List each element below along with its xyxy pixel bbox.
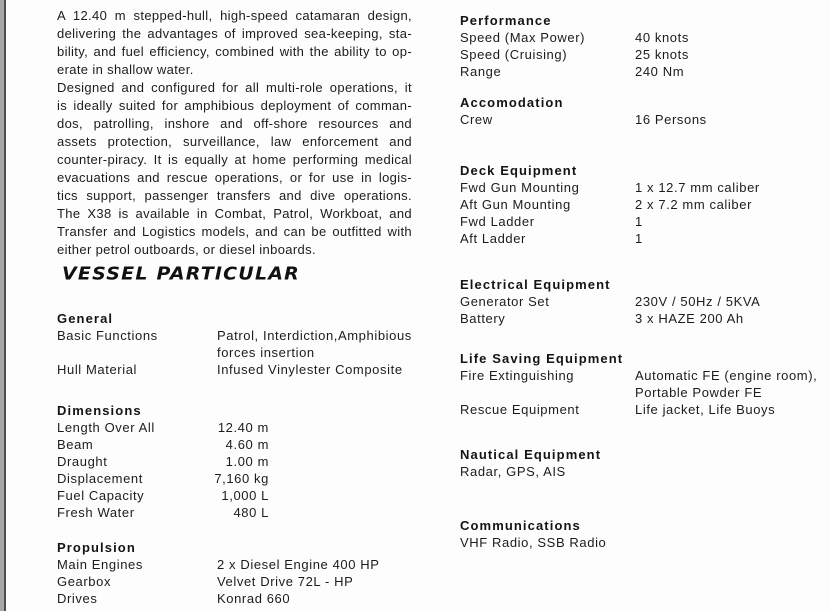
spec-value: 1 — [635, 231, 643, 246]
intro-line: evacuations and rescue operations, or for use in logis- — [57, 170, 412, 185]
spec-label: Range — [460, 64, 502, 79]
spec-label — [57, 344, 217, 361]
section-heading: Accomodation — [460, 95, 564, 110]
spec-value: 12.40 m — [217, 420, 269, 435]
spec-label: Gearbox — [57, 574, 112, 589]
section-heading: Electrical Equipment — [460, 277, 611, 292]
spec-value: forces insertion — [217, 345, 315, 360]
spec-row — [57, 504, 269, 521]
spec-value: 25 knots — [635, 47, 689, 62]
spec-row — [57, 453, 269, 470]
spec-label: Drives — [57, 591, 98, 606]
spec-value: 480 L — [233, 505, 269, 520]
section-electrical-equipment — [460, 276, 760, 327]
spec-label: Generator Set — [460, 294, 550, 309]
spec-row — [57, 470, 269, 487]
spec-value: 1 — [635, 214, 643, 229]
spec-row — [460, 29, 689, 46]
spec-value: 1,000 L — [221, 488, 269, 503]
section-general — [57, 310, 412, 378]
spec-value: 230V / 50Hz / 5KVA — [635, 294, 761, 309]
spec-value: 1.00 m — [225, 454, 269, 469]
spec-label: Fresh Water — [57, 505, 135, 520]
intro-line: tics support, passenger transfers and dive operations. — [57, 188, 412, 203]
spec-row — [460, 63, 689, 80]
section-communications — [460, 517, 635, 551]
spec-row — [57, 344, 412, 361]
spec-label: Hull Material — [57, 362, 138, 377]
section-heading: General — [57, 311, 114, 326]
spec-label: Crew — [460, 112, 493, 127]
spec-value: 16 Persons — [635, 112, 707, 127]
spec-label: Speed (Cruising) — [460, 47, 568, 62]
spec-value: 1 x 12.7 mm caliber — [635, 180, 760, 195]
spec-label — [460, 384, 635, 401]
spec-label: Rescue Equipment — [460, 402, 580, 417]
intro-line: bility, and fuel efficiency, combined with the ability to op- — [57, 44, 412, 59]
spec-value: 4.60 m — [225, 437, 269, 452]
section-heading: Communications — [460, 518, 581, 533]
spec-label: Battery — [460, 311, 506, 326]
intro-line: delivering the advantages of improved sea-keeping, sta- — [57, 26, 412, 41]
spec-row — [460, 367, 817, 384]
spec-label: Speed (Max Power) — [460, 30, 586, 45]
intro-line: either petrol outboards, or diesel inboards. — [57, 242, 316, 257]
spec-label: Fwd Gun Mounting — [460, 180, 580, 195]
spec-label: Displacement — [57, 471, 143, 486]
spec-row — [57, 419, 269, 436]
spec-label: Radar, GPS, AIS — [460, 464, 566, 479]
intro-paragraph — [57, 7, 412, 259]
spec-row — [57, 436, 269, 453]
section-accomodation — [460, 94, 707, 128]
spec-label: Fuel Capacity — [57, 488, 145, 503]
intro-line: A 12.40 m stepped-hull, high-speed catamaran design, — [57, 8, 412, 23]
spec-row — [57, 361, 412, 378]
spec-label: Main Engines — [57, 557, 143, 572]
section-nautical-equipment — [460, 446, 635, 480]
spec-row — [460, 310, 760, 327]
spec-value: Velvet Drive 72L - HP — [217, 574, 354, 589]
section-life-saving-equipment — [460, 350, 817, 418]
spec-row — [57, 556, 380, 573]
intro-line: counter-piracy. It is equally at home performing medical — [57, 152, 412, 167]
section-heading: Life Saving Equipment — [460, 351, 624, 366]
intro-line: erate in shallow water. — [57, 62, 194, 77]
spec-value: Automatic FE (engine room), — [635, 368, 818, 383]
intro-line: Designed and configured for all multi-role operations, it — [57, 80, 412, 95]
spec-value: 2 x Diesel Engine 400 HP — [217, 557, 380, 572]
spec-row — [57, 573, 380, 590]
spec-row — [460, 293, 760, 310]
spec-row — [460, 111, 707, 128]
section-deck-equipment — [460, 162, 760, 247]
spec-row — [460, 46, 689, 63]
spec-label: Fire Extinguishing — [460, 368, 575, 383]
section-dimensions — [57, 402, 269, 521]
spec-label: Draught — [57, 454, 108, 469]
spec-value: Life jacket, Life Buoys — [635, 402, 776, 417]
spec-row — [460, 463, 635, 480]
intro-line: is ideally suited for amphibious deployment of comman- — [57, 98, 412, 113]
spec-row — [460, 534, 635, 551]
intro-line: assets protection, surveillance, law enforcement and — [57, 134, 412, 149]
spec-label: VHF Radio, SSB Radio — [460, 535, 607, 550]
section-heading: Propulsion — [57, 540, 136, 555]
spec-label: Basic Functions — [57, 328, 158, 343]
spec-label: Aft Ladder — [460, 231, 526, 246]
spec-row — [460, 230, 760, 247]
intro-line: The X38 is available in Combat, Patrol, Workboat, and — [57, 206, 412, 221]
spec-value: Konrad 660 — [217, 591, 291, 606]
section-heading: Deck Equipment — [460, 163, 578, 178]
spec-row — [57, 487, 269, 504]
section-heading: Dimensions — [57, 403, 142, 418]
intro-line: dos, patrolling, inshore and off-shore resources and — [57, 116, 412, 131]
spec-row — [460, 213, 760, 230]
spec-row — [57, 590, 380, 607]
spec-label: Aft Gun Mounting — [460, 197, 571, 212]
spec-value: Portable Powder FE — [635, 385, 763, 400]
spec-row — [57, 327, 412, 344]
spec-row — [460, 179, 760, 196]
section-propulsion — [57, 539, 380, 607]
page-title: VESSEL PARTICULAR — [62, 263, 300, 285]
spec-value: 7,160 kg — [214, 471, 269, 486]
page-edge-rule — [4, 0, 6, 611]
spec-row — [460, 196, 760, 213]
section-performance — [460, 12, 689, 80]
spec-value: Infused Vinylester Composite — [217, 362, 403, 377]
spec-value: 2 x 7.2 mm caliber — [635, 197, 753, 212]
section-heading: Performance — [460, 13, 552, 28]
section-heading: Nautical Equipment — [460, 447, 602, 462]
spec-row — [460, 384, 817, 401]
spec-label: Fwd Ladder — [460, 214, 535, 229]
intro-line: Transfer and Logistics models, and can be outfitted with — [57, 224, 412, 239]
spec-label: Beam — [57, 437, 94, 452]
spec-value: 240 Nm — [635, 64, 685, 79]
spec-value: 40 knots — [635, 30, 689, 45]
spec-row — [460, 401, 817, 418]
spec-value: Patrol, Interdiction,Amphibious — [217, 328, 412, 343]
spec-label: Length Over All — [57, 420, 155, 435]
spec-value: 3 x HAZE 200 Ah — [635, 311, 744, 326]
